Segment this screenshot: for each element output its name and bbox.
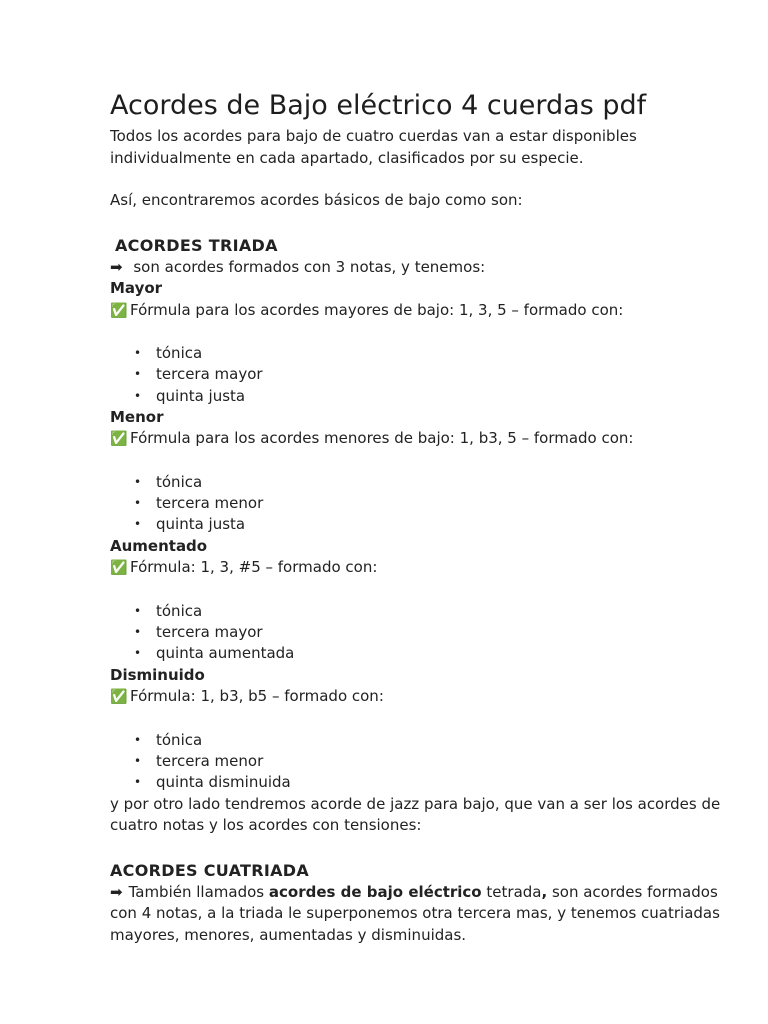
check-mark-icon: ✅ (110, 560, 128, 577)
formula-menor (110, 428, 730, 451)
notes-list-disminuido (110, 730, 730, 794)
check-mark-icon: ✅ (110, 431, 128, 448)
cuatriada-text-middle: tetrada (486, 882, 542, 901)
bullet-icon: • (134, 753, 142, 768)
bullet-icon: • (134, 496, 142, 511)
bullet-icon: • (134, 646, 142, 661)
list-item: • tercera mayor (110, 364, 730, 385)
chord-name-aumentado: Aumentado (110, 536, 208, 555)
bullet-icon: • (134, 732, 142, 747)
bullet-icon: • (134, 367, 142, 382)
notes-list-menor (110, 472, 730, 536)
spacer (110, 322, 730, 343)
bullet-icon: • (134, 517, 142, 532)
right-arrow-icon: ➡ (110, 257, 123, 276)
triada-lead (110, 257, 730, 279)
cuatriada-text-before: También llamados (128, 882, 265, 901)
formula-text: Fórmula para los acordes mayores de bajo: 1, 3, 5 – formado con: (130, 300, 624, 319)
bullet-icon: • (134, 775, 142, 790)
section-heading-cuatriada: ACORDES CUATRIADA (110, 860, 310, 880)
chord-name-disminuido: Disminuido (110, 665, 205, 684)
formula-text: Fórmula: 1, b3, b5 – formado con: (130, 687, 384, 706)
document-page (110, 86, 730, 946)
bullet-icon: • (134, 346, 142, 360)
cuatriada-text-after: son acordes formados con 4 notas, a la triada le superponemos otra tercera mas, y tenemos cuatriadas mayores, menores, aumentadas y disminuidas. (110, 882, 720, 944)
section-heading-triada: ACORDES TRIADA (115, 235, 278, 255)
bullet-icon: • (134, 625, 142, 640)
notes-list-aumentado (110, 601, 730, 665)
cuatriada-text-comma: , (541, 882, 548, 901)
chord-name-menor: Menor (110, 407, 164, 426)
list-item: • tónica (110, 472, 730, 493)
intro-paragraph: Todos los acordes para bajo de cuatro cuerdas van a estar disponibles individualmente en cada apartado, clasificados por su especie. (110, 127, 637, 167)
list-item: • quinta disminuida (110, 772, 730, 793)
list-item: • tónica (110, 601, 730, 622)
bullet-icon: • (134, 603, 142, 618)
spacer (110, 169, 730, 190)
spacer (110, 580, 730, 601)
formula-mayor (110, 300, 730, 323)
list-item: • tónica (110, 343, 730, 364)
list-item: • quinta justa (110, 514, 730, 535)
formula-text: Fórmula: 1, 3, #5 – formado con: (130, 558, 378, 577)
spacer (110, 709, 730, 730)
list-item: • tercera menor (110, 493, 730, 514)
list-item: • tercera menor (110, 751, 730, 772)
formula-aumentado (110, 557, 730, 580)
triada-lead-text: son acordes formados con 3 notas, y tenemos: (133, 257, 486, 276)
list-item: • quinta justa (110, 386, 730, 407)
cuatriada-text-bold: acordes de bajo eléctrico (268, 882, 482, 901)
spacer (110, 837, 730, 859)
list-item: • tercera mayor (110, 622, 730, 643)
check-mark-icon: ✅ (110, 689, 128, 706)
notes-list-mayor (110, 343, 730, 407)
chord-name-mayor: Mayor (110, 279, 163, 297)
right-arrow-icon: ➡ (110, 882, 123, 901)
intro-paragraph-2: Así, encontraremos acordes básicos de bajo como son: (110, 191, 523, 209)
bullet-icon: • (134, 474, 142, 489)
document-title: Acordes de Bajo eléctrico 4 cuerdas pdf (110, 90, 647, 121)
formula-text: Fórmula para los acordes menores de bajo: 1, b3, 5 – formado con: (130, 429, 634, 448)
bullet-icon: • (134, 388, 142, 403)
check-mark-icon: ✅ (110, 302, 128, 319)
spacer (110, 212, 730, 234)
formula-disminuido (110, 686, 730, 709)
list-item: • tónica (110, 730, 730, 751)
list-item: • quinta aumentada (110, 643, 730, 664)
spacer (110, 451, 730, 472)
transition-paragraph: y por otro lado tendremos acorde de jazz para bajo, que van a ser los acordes de cuatro notas y los acordes con tensiones: (110, 794, 721, 835)
cuatriada-paragraph (110, 882, 730, 947)
